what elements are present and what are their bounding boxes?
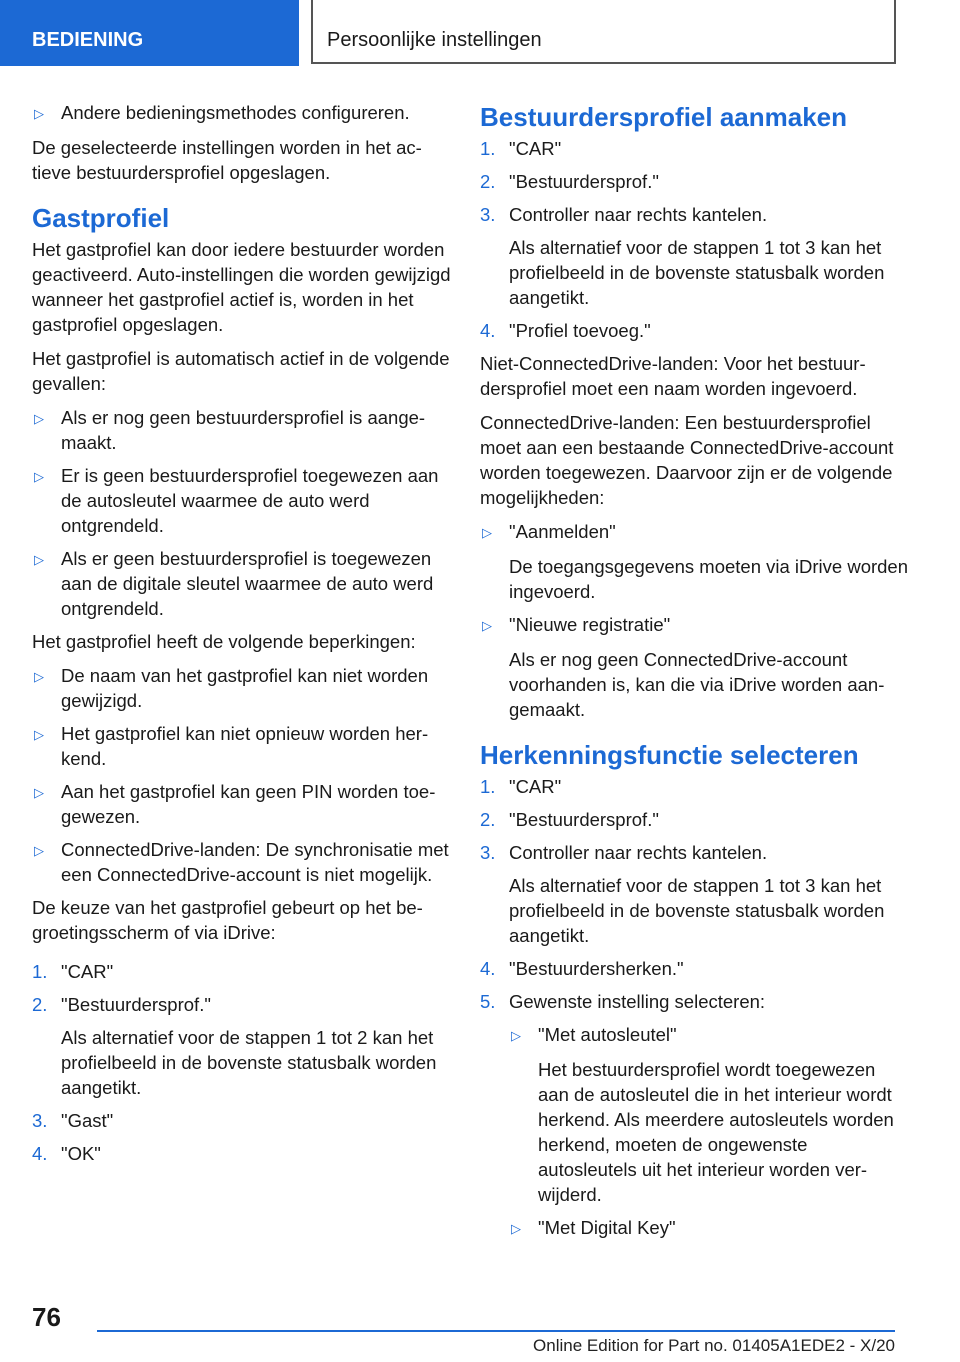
- step-number: 5.: [480, 991, 496, 1012]
- step-item: 2. "Bestuurdersprof.": [32, 994, 211, 1015]
- step-item: 1. "CAR": [32, 961, 114, 982]
- triangle-bullet-icon: ▷: [34, 106, 44, 121]
- step-note: Als alternatief voor de stappen 1 tot 3 kan het profielbeeld in de bovenste statusbalk worden aangetikt.: [509, 875, 885, 946]
- section-heading-aanmaken: Bestuurdersprofiel aanmaken: [480, 102, 848, 132]
- footer-divider: [97, 1330, 895, 1332]
- step-item: 3. Controller naar rechts kantelen.: [480, 204, 768, 225]
- triangle-bullet-icon: ▷: [34, 469, 44, 484]
- step-number: 3.: [480, 842, 496, 863]
- paragraph: Het gastprofiel kan door iedere bestuurder worden geactiveerd. Auto-instellingen die worden gewijzigd wanneer het gastprofiel actief is, worden in het gastprofiel opgeslagen.: [32, 239, 451, 335]
- list-item: ▷ ConnectedDrive-landen: De synchronisatie met een ConnectedDrive-account is niet mogelijk.: [34, 839, 449, 885]
- section-heading-gastprofiel: Gastprofiel: [32, 203, 170, 233]
- step-number: 1.: [32, 961, 48, 982]
- paragraph: Het gastprofiel is automatisch actief in de volgende gevallen:: [32, 348, 450, 394]
- step-item: 4. "Bestuurdersherken.": [480, 958, 684, 979]
- left-column: [32, 100, 452, 1174]
- triangle-bullet-icon: ▷: [511, 1028, 521, 1043]
- triangle-bullet-icon: ▷: [34, 411, 44, 426]
- step-number: 2.: [32, 994, 48, 1015]
- step-number: 3.: [32, 1110, 48, 1131]
- step-note: Als alternatief voor de stappen 1 tot 2 kan het profielbeeld in de bovenste statusbalk worden aangetikt.: [61, 1027, 437, 1098]
- step-item: 3. "Gast": [32, 1110, 114, 1131]
- step-number: 1.: [480, 776, 496, 797]
- step-item: 2. "Bestuurdersprof.": [480, 171, 659, 192]
- list-item: ▷ "Met Digital Key": [509, 1215, 910, 1242]
- paragraph: Het gastprofiel heeft de volgende beperkingen:: [32, 631, 416, 652]
- list-item: ▷ "Met autosleutel": [509, 1022, 910, 1049]
- step-number: 2.: [480, 809, 496, 830]
- step-item: 5. Gewenste instelling selecteren:: [480, 991, 766, 1012]
- triangle-bullet-icon: ▷: [482, 525, 492, 540]
- step-item: 1. "CAR": [480, 138, 562, 159]
- paragraph: De geselecteerde instellingen worden in het actieve bestuurdersprofiel opgeslagen.: [32, 137, 422, 183]
- list-item: ▷ Andere bedieningsmethodes configureren.: [32, 100, 452, 127]
- step-number: 2.: [480, 171, 496, 192]
- triangle-bullet-icon: ▷: [511, 1221, 521, 1236]
- step-number: 4.: [480, 320, 496, 341]
- list-item: ▷ Er is geen bestuurdersprofiel toegewezen aan de autosleutel waarmee de auto werd ontgrendeld.: [34, 465, 439, 536]
- paragraph: De keuze van het gastprofiel gebeurt op het begroetingsscherm of via iDrive:: [32, 897, 423, 943]
- triangle-bullet-icon: ▷: [482, 618, 492, 633]
- option-description: De toegangsgegevens moeten via iDrive worden ingevoerd.: [509, 556, 909, 602]
- triangle-bullet-icon: ▷: [34, 843, 44, 858]
- triangle-bullet-icon: ▷: [34, 727, 44, 742]
- step-item: 4. "Profiel toevoeg.": [480, 320, 651, 341]
- step-number: 1.: [480, 138, 496, 159]
- footer-edition: Online Edition for Part no. 01405A1EDE2 - X/20: [533, 1336, 895, 1355]
- chapter-title: Persoonlijke instellingen: [311, 0, 896, 64]
- triangle-bullet-icon: ▷: [34, 669, 44, 684]
- step-item: 1. "CAR": [480, 776, 562, 797]
- page-number: 76: [32, 1302, 61, 1332]
- step-number: 4.: [32, 1143, 48, 1164]
- option-description: Als er nog geen ConnectedDrive-account voorhanden is, kan die via iDrive worden aangemaakt.: [509, 649, 885, 720]
- step-item: 2. "Bestuurdersprof.": [480, 809, 659, 830]
- step-item: 3. Controller naar rechts kantelen.: [480, 842, 768, 863]
- list-item: ▷ Aan het gastprofiel kan geen PIN worden toegewezen.: [34, 781, 436, 827]
- triangle-bullet-icon: ▷: [34, 552, 44, 567]
- list-item: ▷ Als er geen bestuurdersprofiel is toegewezen aan de digitale sleutel waarmee de auto werd ontgrendeld.: [34, 548, 434, 619]
- list-item: ▷ De naam van het gastprofiel kan niet worden gewijzigd.: [34, 665, 429, 711]
- paragraph: Niet-ConnectedDrive-landen: Voor het bestuurdersprofiel moet een naam worden ingevoerd.: [480, 353, 866, 399]
- triangle-bullet-icon: ▷: [34, 785, 44, 800]
- right-column: [480, 100, 910, 1250]
- step-number: 3.: [480, 204, 496, 225]
- step-item: 4. "OK": [32, 1143, 101, 1164]
- list-item: ▷ "Aanmelden": [480, 519, 910, 546]
- list-item: ▷ Als er nog geen bestuurdersprofiel is aangemaakt.: [34, 407, 426, 453]
- section-tab: BEDIENING: [0, 0, 299, 66]
- section-heading-herkenning: Herkenningsfunctie selecteren: [480, 740, 859, 770]
- option-description: Het bestuurdersprofiel wordt toegewezen aan de autosleutel die in het interieur wordt herkend. Als meerdere autosleutels worden herkend, moeten de ongewenste autosleutels uit het interieur worden verwijderd.: [538, 1059, 894, 1205]
- list-item: ▷ Het gastprofiel kan niet opnieuw worden herkend.: [34, 723, 429, 769]
- step-number: 4.: [480, 958, 496, 979]
- page-header: [0, 0, 960, 66]
- list-item: ▷ "Nieuwe registratie": [480, 612, 910, 639]
- step-note: Als alternatief voor de stappen 1 tot 3 kan het profielbeeld in de bovenste statusbalk worden aangetikt.: [509, 237, 885, 308]
- paragraph: ConnectedDrive-landen: Een bestuurdersprofiel moet aan een bestaande ConnectedDrive-account worden toegewezen. Daarvoor zijn er de volgende mogelijkheden:: [480, 412, 894, 508]
